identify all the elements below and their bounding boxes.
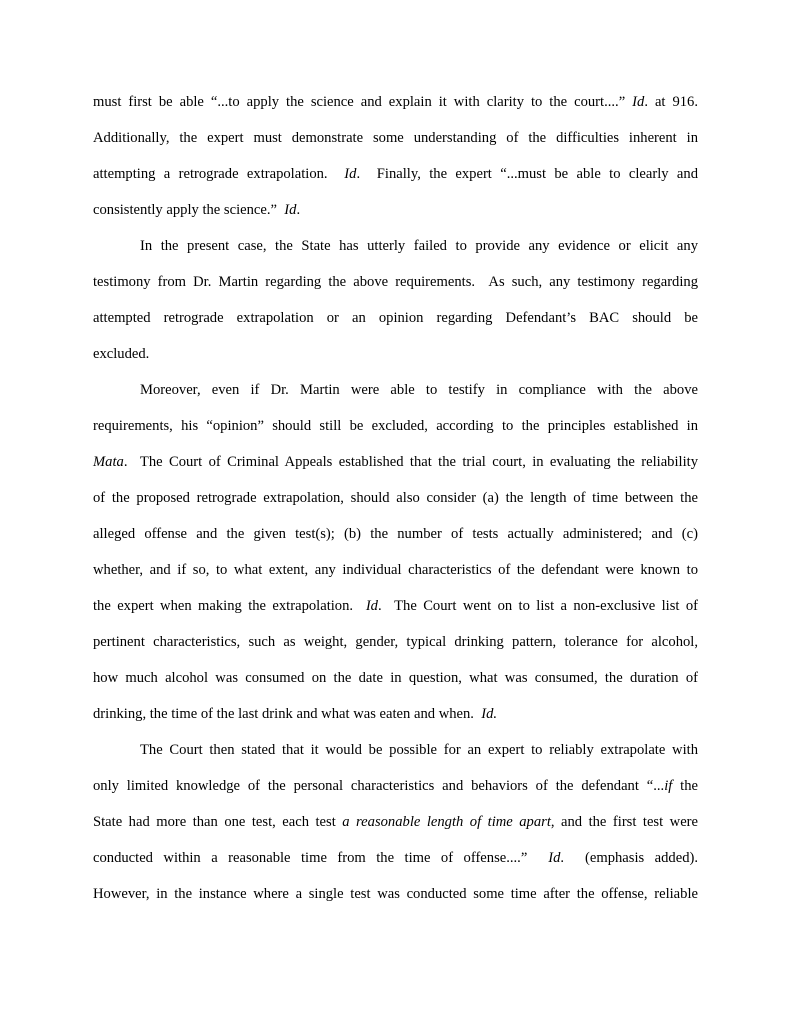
text-line <box>93 804 698 840</box>
text-line <box>93 336 698 372</box>
text-line <box>93 300 698 336</box>
text-line <box>93 588 698 624</box>
italic-text: Mata <box>93 454 124 470</box>
body-text: alleged offense and the given test(s); (b) the number of tests actually administered; and (c) <box>93 526 698 542</box>
body-text: However, in the instance where a single test was conducted some time after the offense, reliable <box>93 886 698 902</box>
paragraph-first-line <box>93 732 698 768</box>
text-line <box>93 840 698 876</box>
text-line <box>93 156 698 192</box>
body-text: must first be able “...to apply the science and explain it with clarity to the court....” <box>93 94 633 110</box>
body-text: . The Court of Criminal Appeals established that the trial court, in evaluating the reliability <box>123 454 698 470</box>
text-line <box>93 480 698 516</box>
text-line <box>93 552 698 588</box>
body-text: Additionally, the expert must demonstrate some understanding of the difficulties inherent in <box>93 130 698 146</box>
body-text: only limited knowledge of the personal characteristics and behaviors of the defendant “... <box>93 778 665 794</box>
body-text: . The Court went on to list a non-exclusive list of <box>377 598 698 614</box>
italic-text: Id. <box>481 706 498 722</box>
body-text: . Finally, the expert “...must be able to clearly and <box>356 166 698 182</box>
italic-text: Id <box>365 598 378 614</box>
body-text: the <box>672 778 698 794</box>
body-text: requirements, his “opinion” should still be excluded, according to the principles established in <box>93 418 698 434</box>
text-line <box>93 876 698 912</box>
text-line <box>93 264 698 300</box>
body-text: of the proposed retrograde extrapolation, should also consider (a) the length of time between the <box>93 490 698 506</box>
text-line <box>93 120 698 156</box>
body-text: pertinent characteristics, such as weight, gender, typical drinking pattern, tolerance for alcohol, <box>93 634 698 650</box>
text-line <box>93 192 698 228</box>
body-text: In the present case, the State has utterly failed to provide any evidence or elicit any <box>140 238 698 254</box>
text-line <box>93 660 698 696</box>
italic-text: a reasonable length of time apart <box>342 814 551 830</box>
italic-text: Id <box>344 166 357 182</box>
body-text: consistently apply the science.” <box>93 202 285 218</box>
body-text: excluded. <box>93 346 150 362</box>
text-line <box>93 444 698 480</box>
body-text: . <box>296 202 301 218</box>
text-line <box>93 768 698 804</box>
italic-text: if <box>664 778 673 794</box>
body-text: drinking, the time of the last drink and what was eaten and when. <box>93 706 482 722</box>
italic-text: Id <box>284 202 297 218</box>
body-text: . (emphasis added). <box>560 850 698 866</box>
body-text: Moreover, even if Dr. Martin were able to testify in compliance with the above <box>140 382 698 398</box>
body-text: , and the first test were <box>550 814 699 830</box>
paragraph-first-line <box>93 372 698 408</box>
text-line <box>93 696 698 732</box>
body-text: The Court then stated that it would be possible for an expert to reliably extrapolate with <box>140 742 698 758</box>
body-text: conducted within a reasonable time from the time of offense....” <box>93 850 549 866</box>
paragraph-first-line <box>93 228 698 264</box>
body-text: . at 916. <box>644 94 698 110</box>
text-line <box>93 84 698 120</box>
italic-text: Id <box>632 94 645 110</box>
body-text: the expert when making the extrapolation. <box>93 598 366 614</box>
body-text: how much alcohol was consumed on the date in question, what was consumed, the duration of <box>93 670 698 686</box>
body-text: testimony from Dr. Martin regarding the above requirements. As such, any testimony regarding <box>93 274 698 290</box>
text-line <box>93 408 698 444</box>
italic-text: Id <box>548 850 561 866</box>
body-text: whether, and if so, to what extent, any individual characteristics of the defendant were known to <box>93 562 698 578</box>
body-text: State had more than one test, each test <box>93 814 343 830</box>
text-line <box>93 516 698 552</box>
body-text: attempting a retrograde extrapolation. <box>93 166 345 182</box>
document-page <box>93 84 698 912</box>
text-line <box>93 624 698 660</box>
body-text: attempted retrograde extrapolation or an opinion regarding Defendant’s BAC should be <box>93 310 698 326</box>
